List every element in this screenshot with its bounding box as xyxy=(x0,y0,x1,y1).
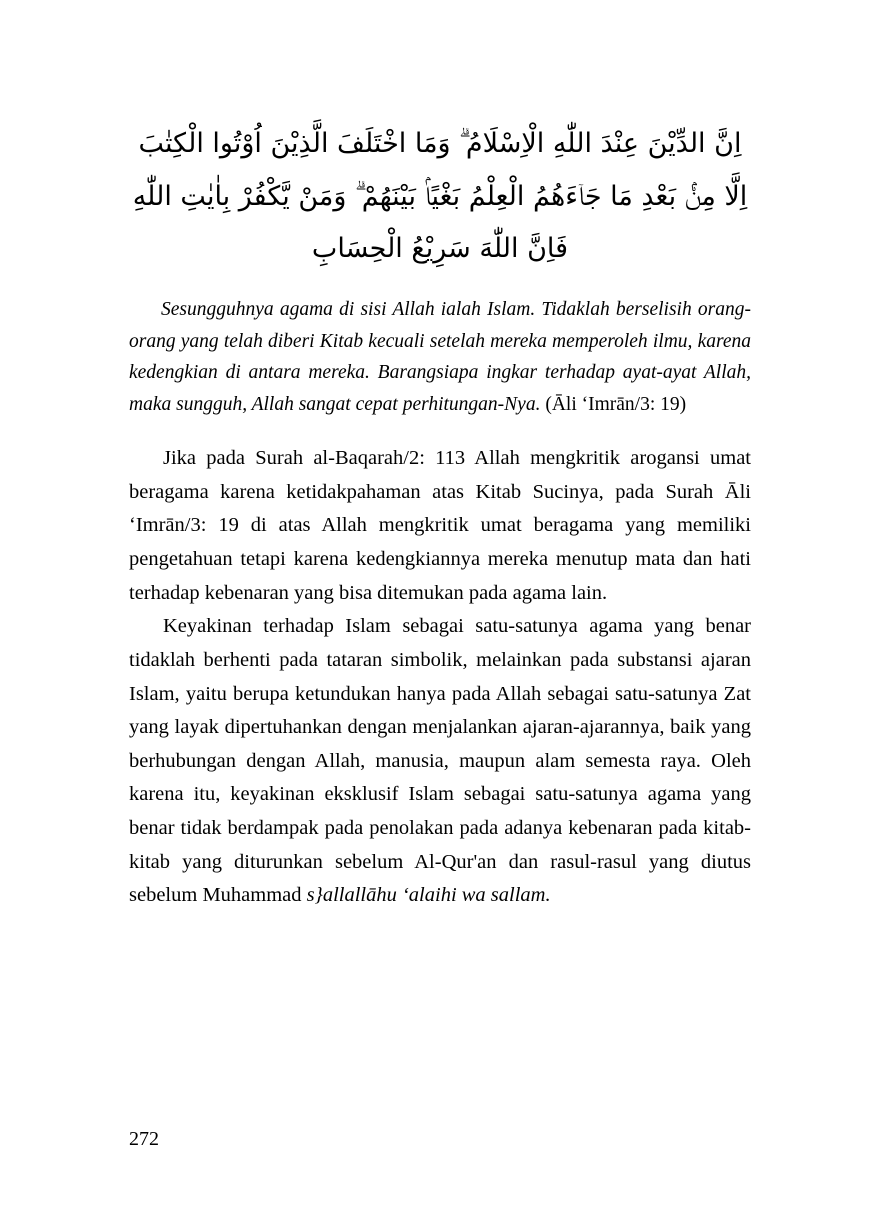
body-paragraph-2-text: Keyakinan terhadap Islam sebagai satu-satunya agama yang benar tidaklah berhenti pada tataran simbolik, melainkan pada substansi ajaran Islam, yaitu berupa ketundukan hanya pada Allah sebagai satu-satunya Zat yang layak dipertuhankan dengan menjalankan ajaran-ajarannya, baik yang berhubungan dengan Allah, manusia, maupun alam semesta raya. Oleh karena itu, keyakinan eksklusif Islam sebagai satu-satunya agama yang benar tidak berdampak pada penolakan pada adanya kebenaran pada kitab-kitab yang diturunkan sebelum Al-Qur'an dan rasul-rasul yang diutus sebelum Muhammad xyxy=(129,615,751,907)
quran-verse-line-2: اِلَّا مِنْۢ بَعْدِ مَا جَاۤءَهُمُ الْعِلْمُ بَغْيًاۢ بَيْنَهُمْ ۗ وَمَنْ يَّكْفُرْ بِاٰيٰتِ اللّٰهِ xyxy=(132,180,748,212)
verse-translation-text: Sesungguhnya agama di sisi Allah ialah Islam. Tidaklah berselisih orang-orang yang telah diberi Kitab kecuali setelah mereka memperoleh ilmu, karena kedengkian di antara mereka. Barangsiapa ingkar terhadap ayat-ayat Allah, maka sungguh, Allah sangat cepat perhitungan-Nya. xyxy=(129,298,751,415)
verse-translation xyxy=(129,294,751,420)
body-paragraph-2 xyxy=(129,610,751,912)
page-number: 272 xyxy=(129,1128,159,1150)
body-paragraph-1: Jika pada Surah al-Baqarah/2: 113 Allah mengkritik arogansi umat beragama karena ketidakpahaman atas Kitab Sucinya, pada Surah Āli ‘Imrān/3: 19 di atas Allah mengkritik umat beragama yang memiliki pengetahuan tetapi karena kedengkiannya mereka menutup mata dan hati terhadap kebenaran yang bisa ditemukan pada agama lain. xyxy=(129,447,751,604)
quran-verse-line-1: اِنَّ الدِّيْنَ عِنْدَ اللّٰهِ الْاِسْلَامُ ۗ وَمَا اخْتَلَفَ الَّذِيْنَ اُوْتُوا الْكِتٰبَ xyxy=(138,128,742,159)
page-content xyxy=(129,118,751,913)
body-paragraph-2-italic: s}allallāhu ‘alaihi wa sallam. xyxy=(306,884,551,907)
quran-verse-line-3: فَاِنَّ اللّٰهَ سَرِيْعُ الْحِسَابِ xyxy=(311,233,569,265)
verse-reference: (Āli ‘Imrān/3: 19) xyxy=(545,393,687,415)
quran-verse-block xyxy=(129,118,751,276)
